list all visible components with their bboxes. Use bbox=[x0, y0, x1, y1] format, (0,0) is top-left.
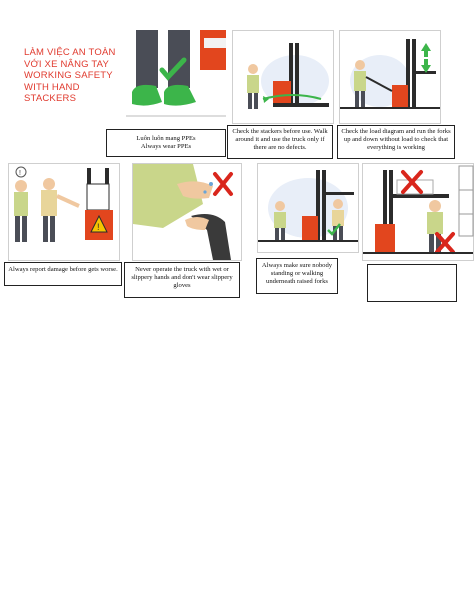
caption-wet-hands-text: Never operate the truck with wet or slippery hands and don't wear slippery gloves bbox=[131, 266, 233, 290]
title-line-1: LÀM VIỆC AN TOÀN bbox=[24, 47, 116, 58]
check-stackers-illustration bbox=[232, 30, 334, 124]
nobody-under-forks-illustration bbox=[257, 163, 359, 253]
title-line-2: VỚI XE NÂNG TAY bbox=[24, 58, 110, 70]
caption-report-damage bbox=[4, 262, 122, 286]
title-line-3: WORKING SAFETY bbox=[24, 70, 113, 81]
report-damage-illustration bbox=[8, 163, 120, 261]
check-load-illustration bbox=[339, 30, 441, 124]
caption-wet-hands bbox=[124, 262, 240, 298]
svg-text:!: ! bbox=[97, 222, 100, 232]
caption-ppe-en: Always wear PPEs bbox=[140, 143, 192, 151]
svg-text:!: ! bbox=[19, 170, 21, 177]
caption-check-stackers bbox=[227, 125, 333, 159]
caption-empty-box bbox=[367, 264, 457, 302]
caption-check-stackers-text: Check the stackers before use. Walk around it and use the truck only if there are no defects. bbox=[232, 128, 328, 152]
title-line-4: WITH HAND bbox=[24, 81, 80, 93]
caption-check-load-text: Check the load diagram and run the forks up and down without load to check that everything is working bbox=[341, 128, 451, 152]
title-line-5: STACKERS bbox=[24, 93, 77, 104]
caption-nobody-under bbox=[256, 258, 338, 294]
person-under-forks-illustration bbox=[362, 163, 474, 261]
caption-report-damage-text: Always report damage before gets worse. bbox=[8, 266, 118, 273]
caption-check-load bbox=[337, 125, 455, 159]
caption-ppe-vi: Luôn luôn mang PPEs bbox=[136, 135, 196, 142]
caption-nobody-under-text: Always make sure nobody standing or walking underneath raised forks bbox=[261, 262, 333, 286]
page-title bbox=[24, 47, 134, 104]
ppe-illustration bbox=[126, 30, 226, 120]
caption-ppe bbox=[106, 129, 226, 157]
wet-hands-illustration bbox=[132, 163, 242, 261]
